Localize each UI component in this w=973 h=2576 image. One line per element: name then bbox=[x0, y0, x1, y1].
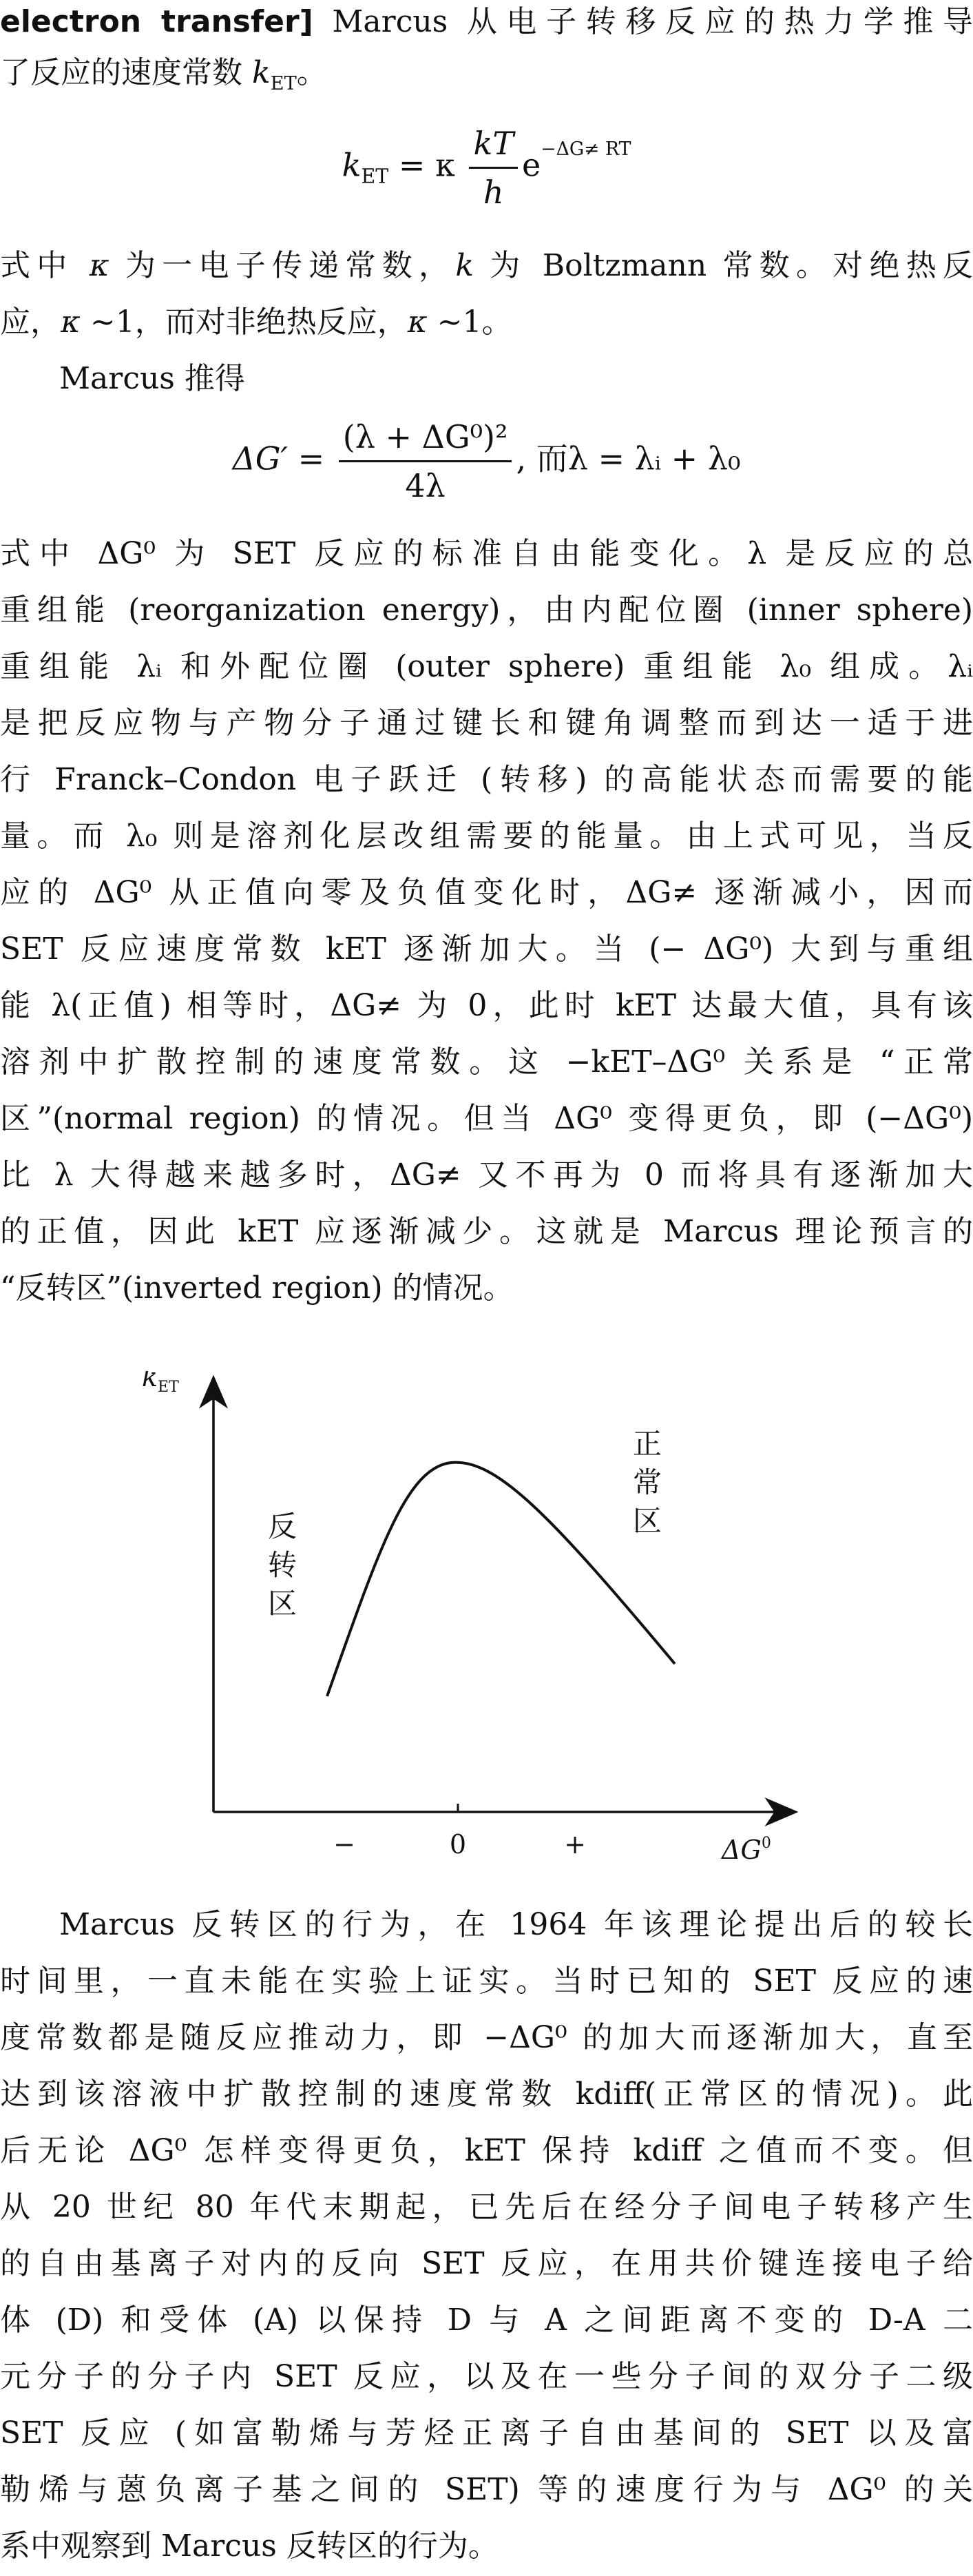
text-line: 勒烯与蒽负离子基之间的 SET) 等的速度行为与 ΔG⁰ 的关 bbox=[0, 2472, 973, 2507]
normal-region-char: 区 bbox=[632, 1504, 662, 1538]
eq-fraction bbox=[469, 123, 518, 213]
inverted-region-char: 转 bbox=[267, 1548, 297, 1582]
text-line bbox=[0, 3, 973, 44]
equation-marcus bbox=[0, 416, 973, 506]
text-line: 从 20 世纪 80 年代末期起，已先后在经分子间电子转移产生 bbox=[0, 2189, 973, 2225]
text-line: “反转区”(inverted region) 的情况。 bbox=[0, 1270, 514, 1306]
text-line: SET 反应 (如富勒烯与芳烃正离子自由基间的 SET 以及富 bbox=[0, 2415, 973, 2451]
text-line: 区”(normal region) 的情况。但当 ΔG⁰ 变得更负，即 (−ΔG⁰) bbox=[0, 1101, 973, 1136]
text-line: 应的 ΔG⁰ 从正值向零及负值变化时，ΔG≠ 逐渐减小，因而 bbox=[0, 875, 973, 910]
text-line: 的自由基离子对内的反向 SET 反应，在用共价键连接电子给 bbox=[0, 2246, 973, 2281]
text-segment: ∼1。 bbox=[437, 305, 512, 340]
text-segment: 为 Boltzmann 常数。对绝热反 bbox=[490, 248, 973, 283]
inverted-region-char: 区 bbox=[267, 1587, 297, 1620]
text-line: 达到该溶液中扩散控制的速度常数 kdiff(正常区的情况)。此 bbox=[0, 2077, 973, 2112]
eq-fraction bbox=[339, 416, 512, 506]
text-line: 行 Franck–Condon 电子跃迁 (转移) 的高能状态而需要的能 bbox=[0, 762, 973, 797]
math-k: k bbox=[455, 248, 474, 283]
math-kappa: κ bbox=[89, 248, 109, 283]
text-segment: 为一电子传递常数， bbox=[125, 248, 456, 283]
math-kappa: κ bbox=[407, 305, 428, 340]
text-segment: 。 bbox=[296, 55, 327, 90]
tick-label-plus: + bbox=[564, 1829, 586, 1859]
header-term: electron transfer] bbox=[0, 4, 313, 39]
figure-svg bbox=[138, 1371, 799, 1867]
text-line: 时间里，一直未能在实验上证实。当时已知的 SET 反应的速 bbox=[0, 1964, 973, 1999]
rate-curve bbox=[327, 1463, 675, 1696]
eq-lhs: ΔG′ = bbox=[232, 440, 335, 477]
eq-exponential: e bbox=[522, 146, 541, 184]
eq-equals: = κ bbox=[388, 146, 455, 184]
text-segment: 了反应的速度常数 bbox=[0, 55, 242, 90]
text-segment: 式中 bbox=[0, 248, 74, 283]
tick-label-minus: − bbox=[333, 1829, 355, 1859]
text-line: 系中观察到 Marcus 反转区的行为。 bbox=[0, 2528, 499, 2564]
text-segment: 应， bbox=[0, 305, 61, 340]
text-segment: ∼1，而对非绝热反应， bbox=[90, 305, 408, 340]
text-segment: Marcus 推得 bbox=[59, 361, 245, 396]
math-subscript: ET bbox=[270, 72, 297, 94]
math-kappa: κ bbox=[61, 305, 81, 340]
normal-region-char: 常 bbox=[632, 1465, 662, 1499]
text-line: 式中 ΔG⁰ 为 SET 反应的标准自由能变化。λ 是反应的总 bbox=[0, 536, 973, 571]
text-line: 度常数都是随反应推动力，即 −ΔG⁰ 的加大而逐渐加大，直至 bbox=[0, 2020, 973, 2055]
text-line bbox=[0, 54, 973, 95]
text-line: 能 λ(正值) 相等时，ΔG≠ 为 0，此时 kET 达最大值，具有该 bbox=[0, 988, 973, 1023]
text-segment: Marcus 从电子转移反应的热力学推导 bbox=[332, 4, 973, 39]
eq-denominator: h bbox=[483, 174, 504, 211]
text-line: 量。而 λ₀ 则是溶剂化层改组需要的能量。由上式可见，当反 bbox=[0, 818, 973, 854]
inverted-region-char: 反 bbox=[267, 1509, 297, 1543]
eq-numerator: (λ + ΔG⁰)² bbox=[339, 416, 512, 462]
text-line: 重组能 λᵢ 和外配位圈 (outer sphere) 重组能 λ₀ 组成。λᵢ bbox=[0, 649, 973, 684]
eq-rhs: , 而λ = λᵢ + λ₀ bbox=[516, 440, 741, 477]
text-line: 是把反应物与产物分子通过键长和键角调整而到达一适于进 bbox=[0, 705, 973, 741]
text-line: 比 λ 大得越来越多时，ΔG≠ 又不再为 0 而将具有逐渐加大 bbox=[0, 1157, 973, 1193]
normal-region-char: 正 bbox=[632, 1427, 662, 1461]
inverted-region-label bbox=[268, 1509, 297, 1620]
text-line bbox=[0, 303, 973, 344]
normal-region-label bbox=[633, 1427, 662, 1538]
x-axis-label: $\Delta G^0$ bbox=[722, 1835, 771, 1865]
text-line bbox=[0, 360, 973, 401]
text-line: 的正值，因此 kET 应逐渐减少。这就是 Marcus 理论预言的 bbox=[0, 1214, 973, 1249]
tick-label-zero: 0 bbox=[449, 1829, 467, 1859]
text-line: SET 反应速度常数 kET 逐渐加大。当 (− ΔG⁰) 大到与重组 bbox=[0, 931, 973, 967]
eq-numerator: kT bbox=[469, 123, 518, 169]
y-axis-label: $k_{ET}$ bbox=[142, 1371, 179, 1396]
eq-exponent: −ΔG≠ RT bbox=[541, 138, 631, 161]
eq-lhs: k bbox=[342, 146, 362, 184]
math-k: k bbox=[252, 55, 271, 90]
text-line bbox=[0, 247, 973, 288]
eq-denominator: 4λ bbox=[405, 467, 446, 504]
marcus-inverted-region-figure bbox=[138, 1371, 799, 1867]
text-line: Marcus 反转区的行为，在 1964 年该理论提出后的较长 bbox=[59, 1907, 973, 1942]
text-line: 后无论 ΔG⁰ 怎样变得更负，kET 保持 kdiff 之值而不变。但 bbox=[0, 2133, 973, 2168]
text-line: 元分子的分子内 SET 反应，以及在一些分子间的双分子二级 bbox=[0, 2359, 973, 2394]
text-line: 体 (D) 和受体 (A) 以保持 D 与 A 之间距离不变的 D-A 二 bbox=[0, 2302, 973, 2338]
text-line: 溶剂中扩散控制的速度常数。这 −kET–ΔG⁰ 关系是 “正常 bbox=[0, 1044, 973, 1080]
eq-lhs-sub: ET bbox=[361, 165, 389, 188]
text-line: 重组能 (reorganization energy)，由内配位圈 (inner sphere) bbox=[0, 593, 973, 628]
equation-rate-constant bbox=[0, 123, 973, 213]
